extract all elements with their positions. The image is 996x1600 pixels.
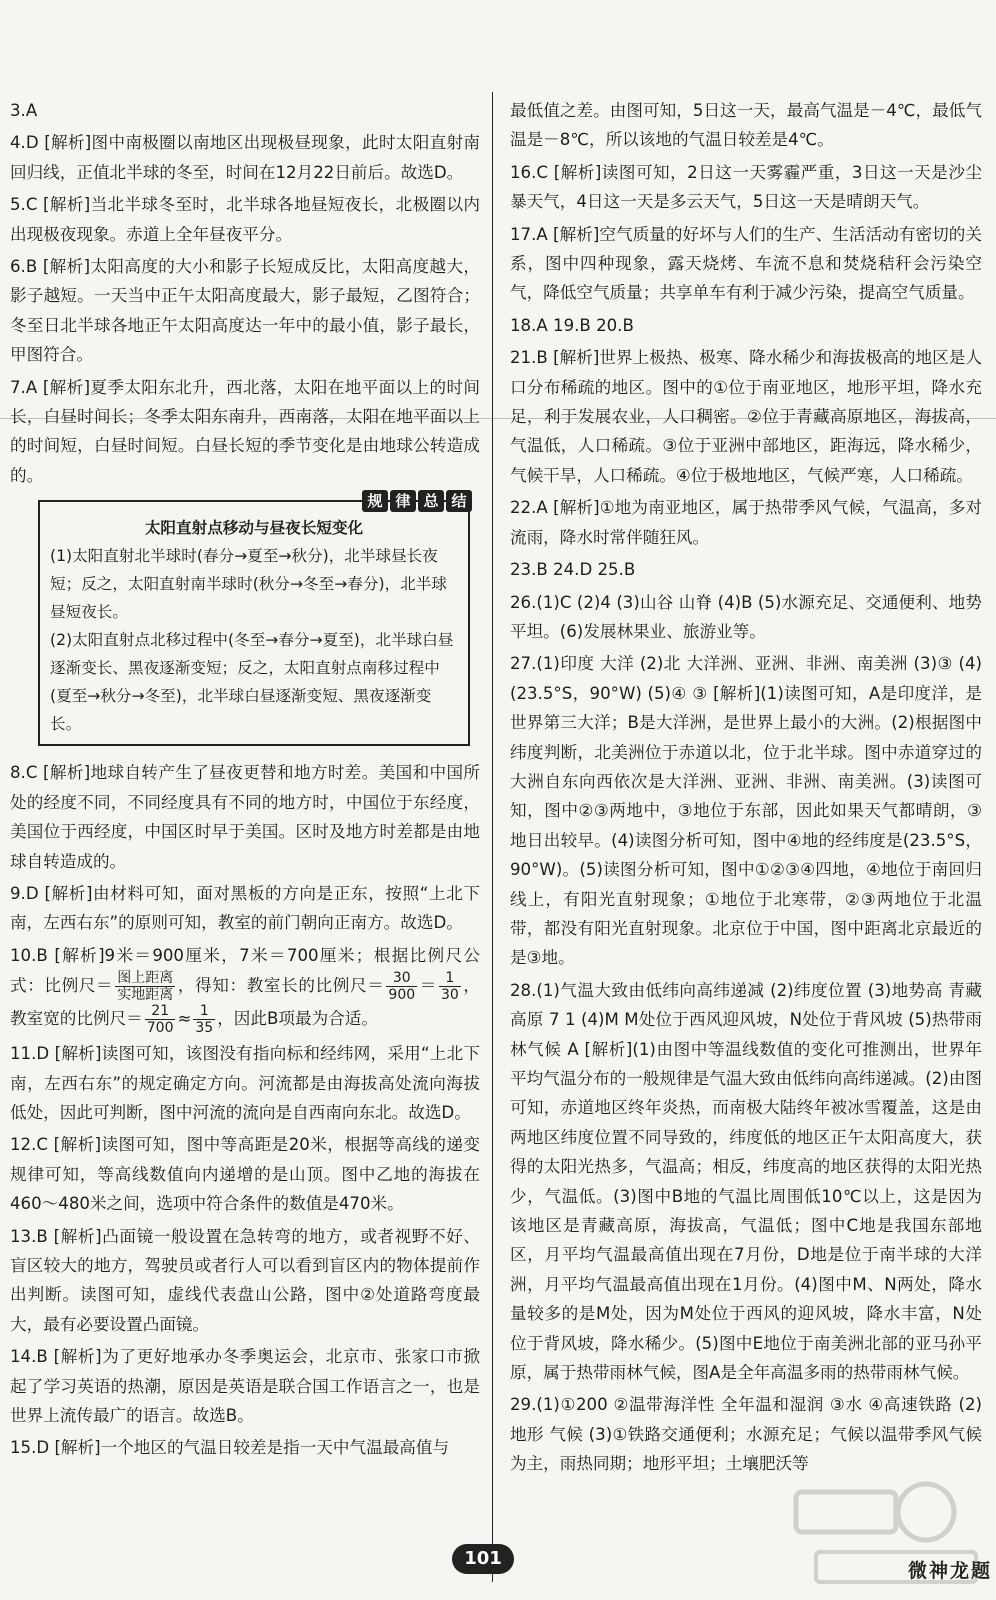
page-number: 101 <box>452 1544 514 1574</box>
badge-char: 律 <box>390 490 416 512</box>
left-column <box>10 96 480 1463</box>
text-run: ≈ <box>177 1009 192 1029</box>
answer-item: 5.C [解析]当北半球冬至时，北半球各地昼短夜长，北极圈以内出现极夜现象。赤道上全年昼夜平分。 <box>10 195 480 244</box>
denominator: 700 <box>146 1020 174 1037</box>
right-column <box>510 96 982 1479</box>
answer-item: 7.A [解析]夏季太阳东北升，西北落，太阳在地平面以上的时间长，白昼时间长；冬季太阳东南升，西南落，太阳在地平面以上的时间短，白昼时间短。白昼长短的季节变化是由地球公转造成的。 <box>10 377 480 485</box>
numerator: 1 <box>193 1003 215 1020</box>
fraction <box>439 970 461 1003</box>
summary-paragraph: (1)太阳直射北半球时(春分→夏至→秋分)，北半球昼长夜短；反之，太阳直射南半球时(秋分→冬至→春分)，北半球昼短夜长。 <box>50 547 447 622</box>
denominator: 900 <box>388 987 416 1004</box>
fraction <box>193 1003 215 1036</box>
text-run: ，得知：教室长的比例尺＝ <box>177 976 385 996</box>
answer-item: 22.A [解析]①地为南亚地区，属于热带季风气候，气温高，多对流雨，降水时常伴随狂风。 <box>510 498 982 547</box>
answer-item: 14.B [解析]为了更好地承办冬季奥运会，北京市、张家口市掀起了学习英语的热潮，原因是英语是联合国工作语言之一，也是世界上流传最广的语言。故选B。 <box>10 1347 480 1425</box>
fraction <box>115 970 175 1003</box>
numerator: 21 <box>145 1003 176 1020</box>
text-run: ，教室宽的比例尺＝ <box>10 976 481 1029</box>
denominator: 30 <box>440 987 459 1004</box>
answer-item: 18.A 19.B 20.B <box>510 315 634 335</box>
summary-box <box>38 492 470 746</box>
badge-char: 总 <box>418 490 444 512</box>
numerator: 30 <box>386 970 417 987</box>
answer-item: 28.(1)气温大致由低纬向高纬递减 (2)纬度位置 (3)地势高 青藏高原 7 1 (4)M M处位于西风迎风坡，N处位于背风坡 (5)热带雨林气候 A [解析](1)由图中等温线数值的变化可推测出，世界年平均气温分布的一般规律是气温大致由低纬向高纬递减。(2)由图可知，赤道地区终年炎热，而南极大陆终年被冰雪覆盖，这是由两地区纬度位置不同导致的，纬度低的地区正午太阳高度大，获得的太阳光热多，气温高；相反，纬度高的地区获得的太阳光热少，气温低。(3)图中B地的气温比周围低10℃以上，这是因为该地区是青藏高原，海拔高，气温低；图中C地是我国东部地区，月平均气温最高值出现在7月份，D地是位于南半球的大洋洲，月平均气温最高值出现在1月份。(4)图中M、N两处，降水量较多的是M处，因为M处位于西风的迎风坡，降水丰富，N处位于背风坡，降水稀少。(5)图中E地位于南美洲北部的亚马孙平原，属于热带雨林气候，图A是全年高温多雨的热带雨林气候。 <box>510 980 982 1383</box>
answer-item: 17.A [解析]空气质量的好坏与人们的生产、生活活动有密切的关系，图中四种现象，露天烧烤、车流不息和焚烧秸秆会污染空气，降低空气质量；共享单车有利于减少污染，提高空气质量。 <box>510 224 982 303</box>
answer-item: 23.B 24.D 25.B <box>510 560 636 580</box>
answer-item: 3.A <box>10 101 38 120</box>
answer-item: 29.(1)①200 ②温带海洋性 全年温和湿润 ③水 ④高速铁路 (2)地形 气候 (3)①铁路交通便利；水源充足；气候以温带季风气候为主，雨热同期；地形平坦；土壤肥沃等 <box>510 1395 982 1474</box>
answer-item: 9.D [解析]由材料可知，面对黑板的方向是正东，按照“上北下南，左西右东”的原则可知，教室的前门朝向正南方。故选D。 <box>10 883 480 933</box>
answer-item: 13.B [解析]凸面镜一般设置在急转弯的地方，或者视野不好、盲区较大的地方，驾驶员或者行人可以看到盲区内的物体提前作出判断。读图可知，虚线代表盘山公路，图中②处道路弯度最大，最有必要设置凸面镜。 <box>10 1226 480 1334</box>
numerator: 1 <box>439 970 461 987</box>
summary-badge <box>362 490 472 512</box>
answer-item: 26.(1)C (2)4 (3)山谷 山脊 (4)B (5)水源充足、交通便利、地势平坦。(6)发展林果业、旅游业等。 <box>510 592 982 641</box>
answer-item: 最低值之差。由图可知，5日这一天，最高气温是－4℃，最低气温是－8℃，所以该地的气温日较差是4℃。 <box>510 101 982 150</box>
answer-item: 4.D [解析]图中南极圈以南地区出现极昼现象，此时太阳直射南回归线，正值北半球的冬至，时间在12月22日前后。故选D。 <box>10 133 480 182</box>
fraction <box>145 1003 176 1036</box>
answer-item: 11.D [解析]读图可知，该图没有指向标和经纬网，采用“上北下南，左西右东”的规定确定方向。河流都是由海拔高处流向海拔低处，因此可判断，图中河流的流向是自西南向东北。故选D。 <box>10 1044 480 1122</box>
answer-item: 16.C [解析]读图可知，2日这一天雾霾严重，3日这一天是沙尘暴天气，4日这一天是多云天气，5日这一天是晴朗天气。 <box>510 162 982 212</box>
answer-item: 12.C [解析]读图可知，图中等高距是20米，根据等高线的递变规律可知，等高线数值向内递增的是山顶。图中乙地的海拔在460～480米之间，选项中符合条件的数值是470米。 <box>10 1135 480 1214</box>
summary-paragraph: (2)太阳直射点北移过程中(冬至→春分→夏至)，北半球白昼逐渐变长、黑夜逐渐变短；反之，太阳直射点南移过程中(夏至→秋分→冬至)，北半球白昼逐渐变短、黑夜逐渐变长。 <box>50 631 454 734</box>
corner-label: 微神龙题 <box>907 1560 992 1582</box>
denominator: 35 <box>195 1020 214 1037</box>
numerator: 图上距离 <box>117 970 174 987</box>
answer-item: 6.B [解析]太阳高度的大小和影子长短成反比，太阳高度越大，影子越短。一天当中正午太阳高度最大，影子最短，乙图符合；冬至日北半球各地正午太阳高度达一年中的最小值，影子最长，甲图符合。 <box>10 257 480 365</box>
answer-item-with-fractions <box>10 941 480 1036</box>
answer-item: 15.D [解析]一个地区的气温日较差是指一天中气温最高值与 <box>10 1438 450 1458</box>
text-run: ＝ <box>419 976 437 996</box>
denominator: 实地距离 <box>117 987 174 1004</box>
badge-char: 结 <box>446 490 472 512</box>
fraction <box>386 970 417 1003</box>
summary-title: 太阳直射点移动与昼夜长短变化 <box>144 519 364 538</box>
text-run: 10.B [解析]9米＝900厘米，7米＝700厘米；根据比例尺公式：比例尺＝ <box>10 945 480 996</box>
answer-item: 21.B [解析]世界上极热、极寒、降水稀少和海拔极高的地区是人口分布稀疏的地区。图中的①位于南亚地区，地形平坦，降水充足，利于发展农业，人口稠密。②位于青藏高原地区，海拔高，气温低，人口稀疏。③位于亚洲中部地区，距海远，降水稀少，气候干旱，人口稀疏。④位于极地地区，气候严寒，人口稀疏。 <box>510 348 982 485</box>
text-run: ，因此B项最为合适。 <box>217 1009 378 1029</box>
answer-item: 27.(1)印度 大洋 (2)北 大洋洲、亚洲、非洲、南美洲 (3)③ (4)(23.5°S，90°W) (5)④ ③ [解析](1)读图可知，A是印度洋，是世界第三大洋；B是大洋洲，是世界上最小的大洲。(2)根据图中纬度判断，北美洲位于赤道以北，位于北半球。图中赤道穿过的大洲自东向西依次是大洋洲、亚洲、非洲、南美洲。(3)读图可知，图中②③两地中，③地位于东部，因此如果天气都晴朗，③地日出较早。(4)读图分析可知，图中④地的经纬度是(23.5°S，90°W)。(5)读图分析可知，图中①②③④四地，④地位于南回归线上，有阳光直射现象；①地位于北寒带，②③两地位于北温带，都没有阳光直射现象。北京位于中国，图中距离北京最近的是③地。 <box>510 654 982 968</box>
answer-item: 8.C [解析]地球自转产生了昼夜更替和地方时差。美国和中国所处的经度不同，不同经度具有不同的地方时，中国位于东经度，美国位于西经度，中国区时早于美国。区时及地方时差都是由地球自转造成的。 <box>10 763 480 871</box>
badge-char: 规 <box>362 490 388 512</box>
column-divider <box>492 92 493 1582</box>
